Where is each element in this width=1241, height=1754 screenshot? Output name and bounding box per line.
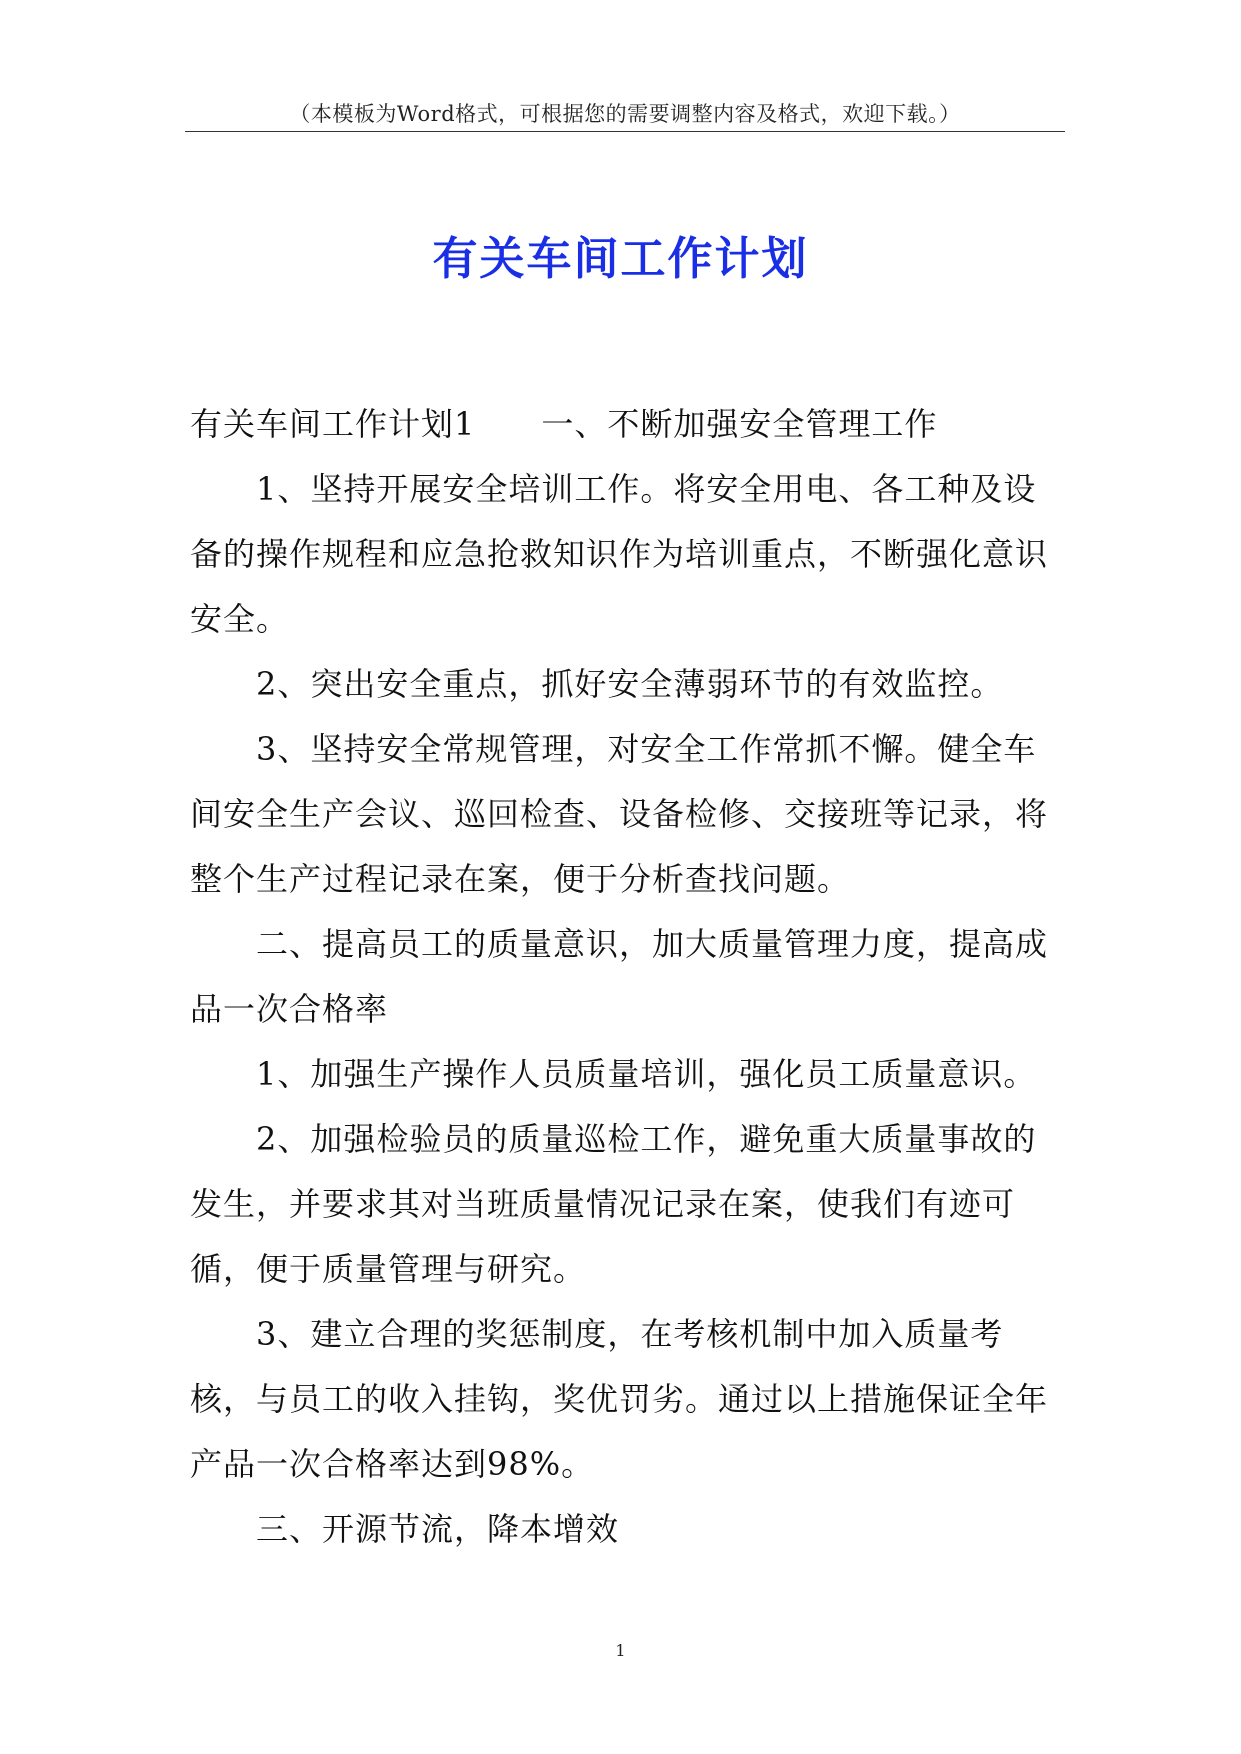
section-heading: 三、开源节流，降本增效 <box>256 1510 620 1548</box>
paragraph: 2、加强检验员的质量巡检工作，避免重大质量事故的发生，并要求其对当班质量情况记录在案，使我们有迹可循，便于质量管理与研究。 <box>190 1120 1037 1288</box>
header-divider <box>185 131 1065 132</box>
template-header-note: （本模板为Word格式，可根据您的需要调整内容及格式，欢迎下载。） <box>289 102 961 126</box>
paragraph: 1、坚持开展安全培训工作。将安全用电、各工种及设备的操作规程和应急抢救知识作为培训重点，不断强化意识安全。 <box>190 470 1049 638</box>
part-label: 有关车间工作计划1 <box>190 405 476 443</box>
section-heading: 二、提高员工的质量意识，加大质量管理力度，提高成品一次合格率 <box>190 925 1049 1028</box>
part-heading-line <box>190 392 1060 457</box>
paragraph: 3、坚持安全常规管理，对安全工作常抓不懈。健全车间安全生产会议、巡回检查、设备检修、交接班等记录，将整个生产过程记录在案，便于分析查找问题。 <box>190 730 1049 898</box>
paragraph: 1、加强生产操作人员质量培训，强化员工质量意识。 <box>256 1055 1037 1093</box>
document-body <box>190 392 1060 1562</box>
paragraph: 3、建立合理的奖惩制度，在考核机制中加入质量考核，与员工的收入挂钩，奖优罚劣。通过以上措施保证全年产品一次合格率达到98%。 <box>190 1315 1049 1483</box>
page-number: 1 <box>615 1641 626 1660</box>
document-title: 有关车间工作计划 <box>432 232 809 285</box>
section-heading: 一、不断加强安全管理工作 <box>541 405 938 443</box>
paragraph: 2、突出安全重点，抓好安全薄弱环节的有效监控。 <box>256 665 1004 703</box>
